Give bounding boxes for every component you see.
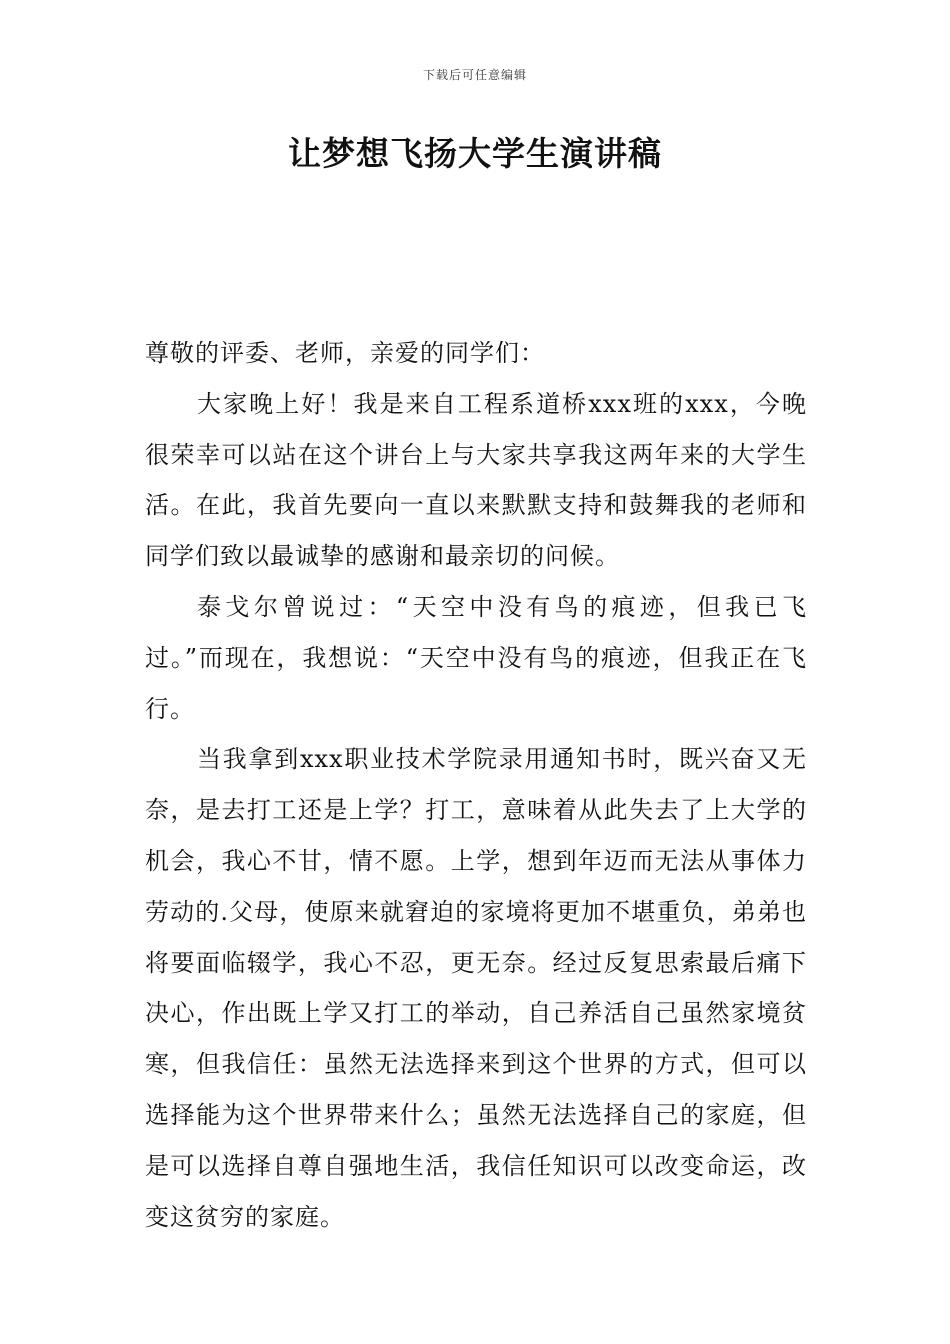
paragraph-tagore-quote: 泰戈尔曾说过：“天空中没有鸟的痕迹，但我已飞过。”而现在，我想说：“天空中没有鸟的痕迹，但我正在飞行。: [145, 592, 807, 723]
document-body: [145, 328, 807, 1242]
paragraph-greeting: 大家晚上好！我是来自工程系道桥xxx班的xxx，今晚很荣幸可以站在这个讲台上与大家共享我这两年来的大学生活。在此，我首先要向一直以来默默支持和鼓舞我的老师和同学们致以最诚挚的感谢和最亲切的问候。: [145, 389, 807, 571]
salutation: 尊敬的评委、老师，亲爱的同学们：: [145, 339, 545, 367]
paragraph-admission-story: 当我拿到xxx职业技术学院录用通知书时，既兴奋又无奈，是去打工还是上学？打工，意味着从此失去了上大学的机会，我心不甘，情不愿。上学，想到年迈而无法从事体力劳动的.父母，使原来就窘迫的家境将更加不堪重负，弟弟也将要面临辍学，我心不忍，更无奈。经过反复思索最后痛下决心，作出既上学又打工的举动，自己养活自己虽然家境贫寒，但我信任：虽然无法选择来到这个世界的方式，但可以选择能为这个世界带来什么；虽然无法选择自己的家庭，但是可以选择自尊自强地生活，我信任知识可以改变命运，改变这贫穷的家庭。: [145, 745, 807, 1231]
document-title: 让梦想飞扬大学生演讲稿: [288, 134, 662, 173]
download-note: 下载后可任意编辑: [422, 68, 527, 82]
